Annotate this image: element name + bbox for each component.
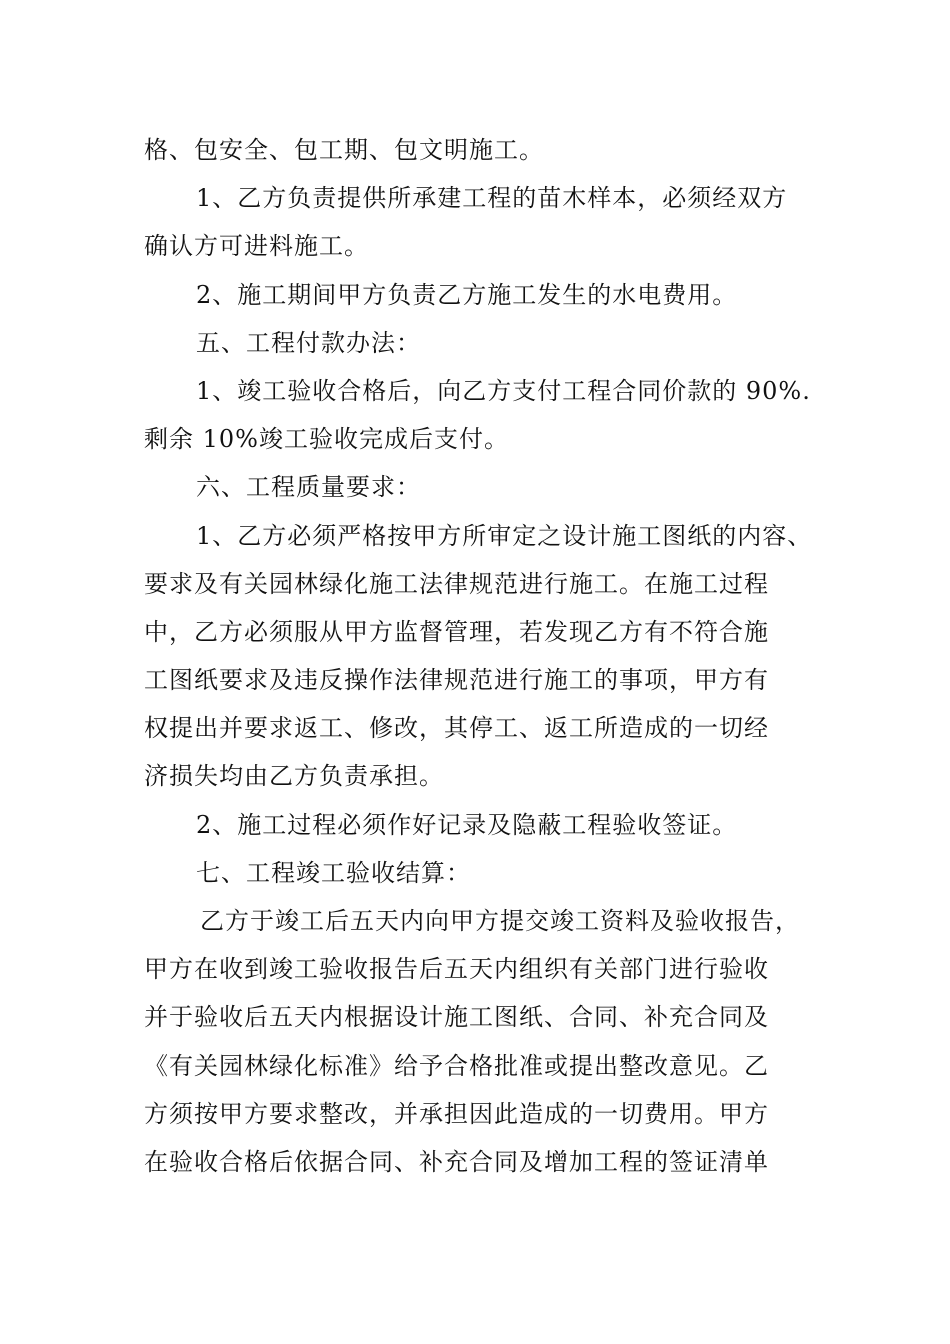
text-line: 要求及有关园林绿化施工法律规范进行施工。在施工过程 (144, 569, 769, 598)
text-line: 方须按甲方要求整改，并承担因此造成的一切费用。甲方 (144, 1099, 769, 1128)
text-line: 乙方于竣工后五天内向甲方提交竣工资料及验收报告， (200, 907, 800, 935)
text-line: 并于验收后五天内根据设计施工图纸、合同、补充合同及 (144, 1003, 769, 1032)
section-heading: 六、工程质量要求： (196, 473, 421, 502)
text-line: 1、乙方必须严格按甲方所审定之设计施工图纸的内容、 (196, 521, 813, 550)
section-heading: 五、工程付款办法： (196, 328, 421, 357)
text-line: 甲方在收到竣工验收报告后五天内组织有关部门进行验收 (144, 955, 769, 984)
text-line: 1、乙方负责提供所承建工程的苗木样本，必须经双方 (196, 184, 788, 213)
text-line: 济损失均由乙方负责承担。 (144, 762, 444, 791)
text-line: 1、竣工验收合格后，向乙方支付工程合同价款的 90%. (196, 376, 811, 405)
text-line: 在验收合格后依据合同、补充合同及增加工程的签证清单 (144, 1147, 769, 1176)
text-line: 工图纸要求及违反操作法律规范进行施工的事项，甲方有 (144, 666, 769, 695)
text-line: 权提出并要求返工、修改，其停工、返工所造成的一切经 (144, 714, 769, 743)
text-line: 剩余 10%竣工验收完成后支付。 (144, 425, 509, 454)
text-line: 2、施工过程必须作好记录及隐蔽工程验收签证。 (196, 810, 738, 839)
text-line: 中，乙方必须服从甲方监督管理，若发现乙方有不符合施 (144, 617, 769, 646)
document-body (144, 126, 844, 1186)
text-line: 《有关园林绿化标准》给予合格批准或提出整改意见。乙 (144, 1051, 769, 1080)
section-heading: 七、工程竣工验收结算： (196, 858, 471, 887)
text-line: 确认方可进料施工。 (144, 232, 369, 261)
text-line: 2、施工期间甲方负责乙方施工发生的水电费用。 (196, 280, 738, 309)
text-line: 格、包安全、包工期、包文明施工。 (144, 136, 544, 164)
